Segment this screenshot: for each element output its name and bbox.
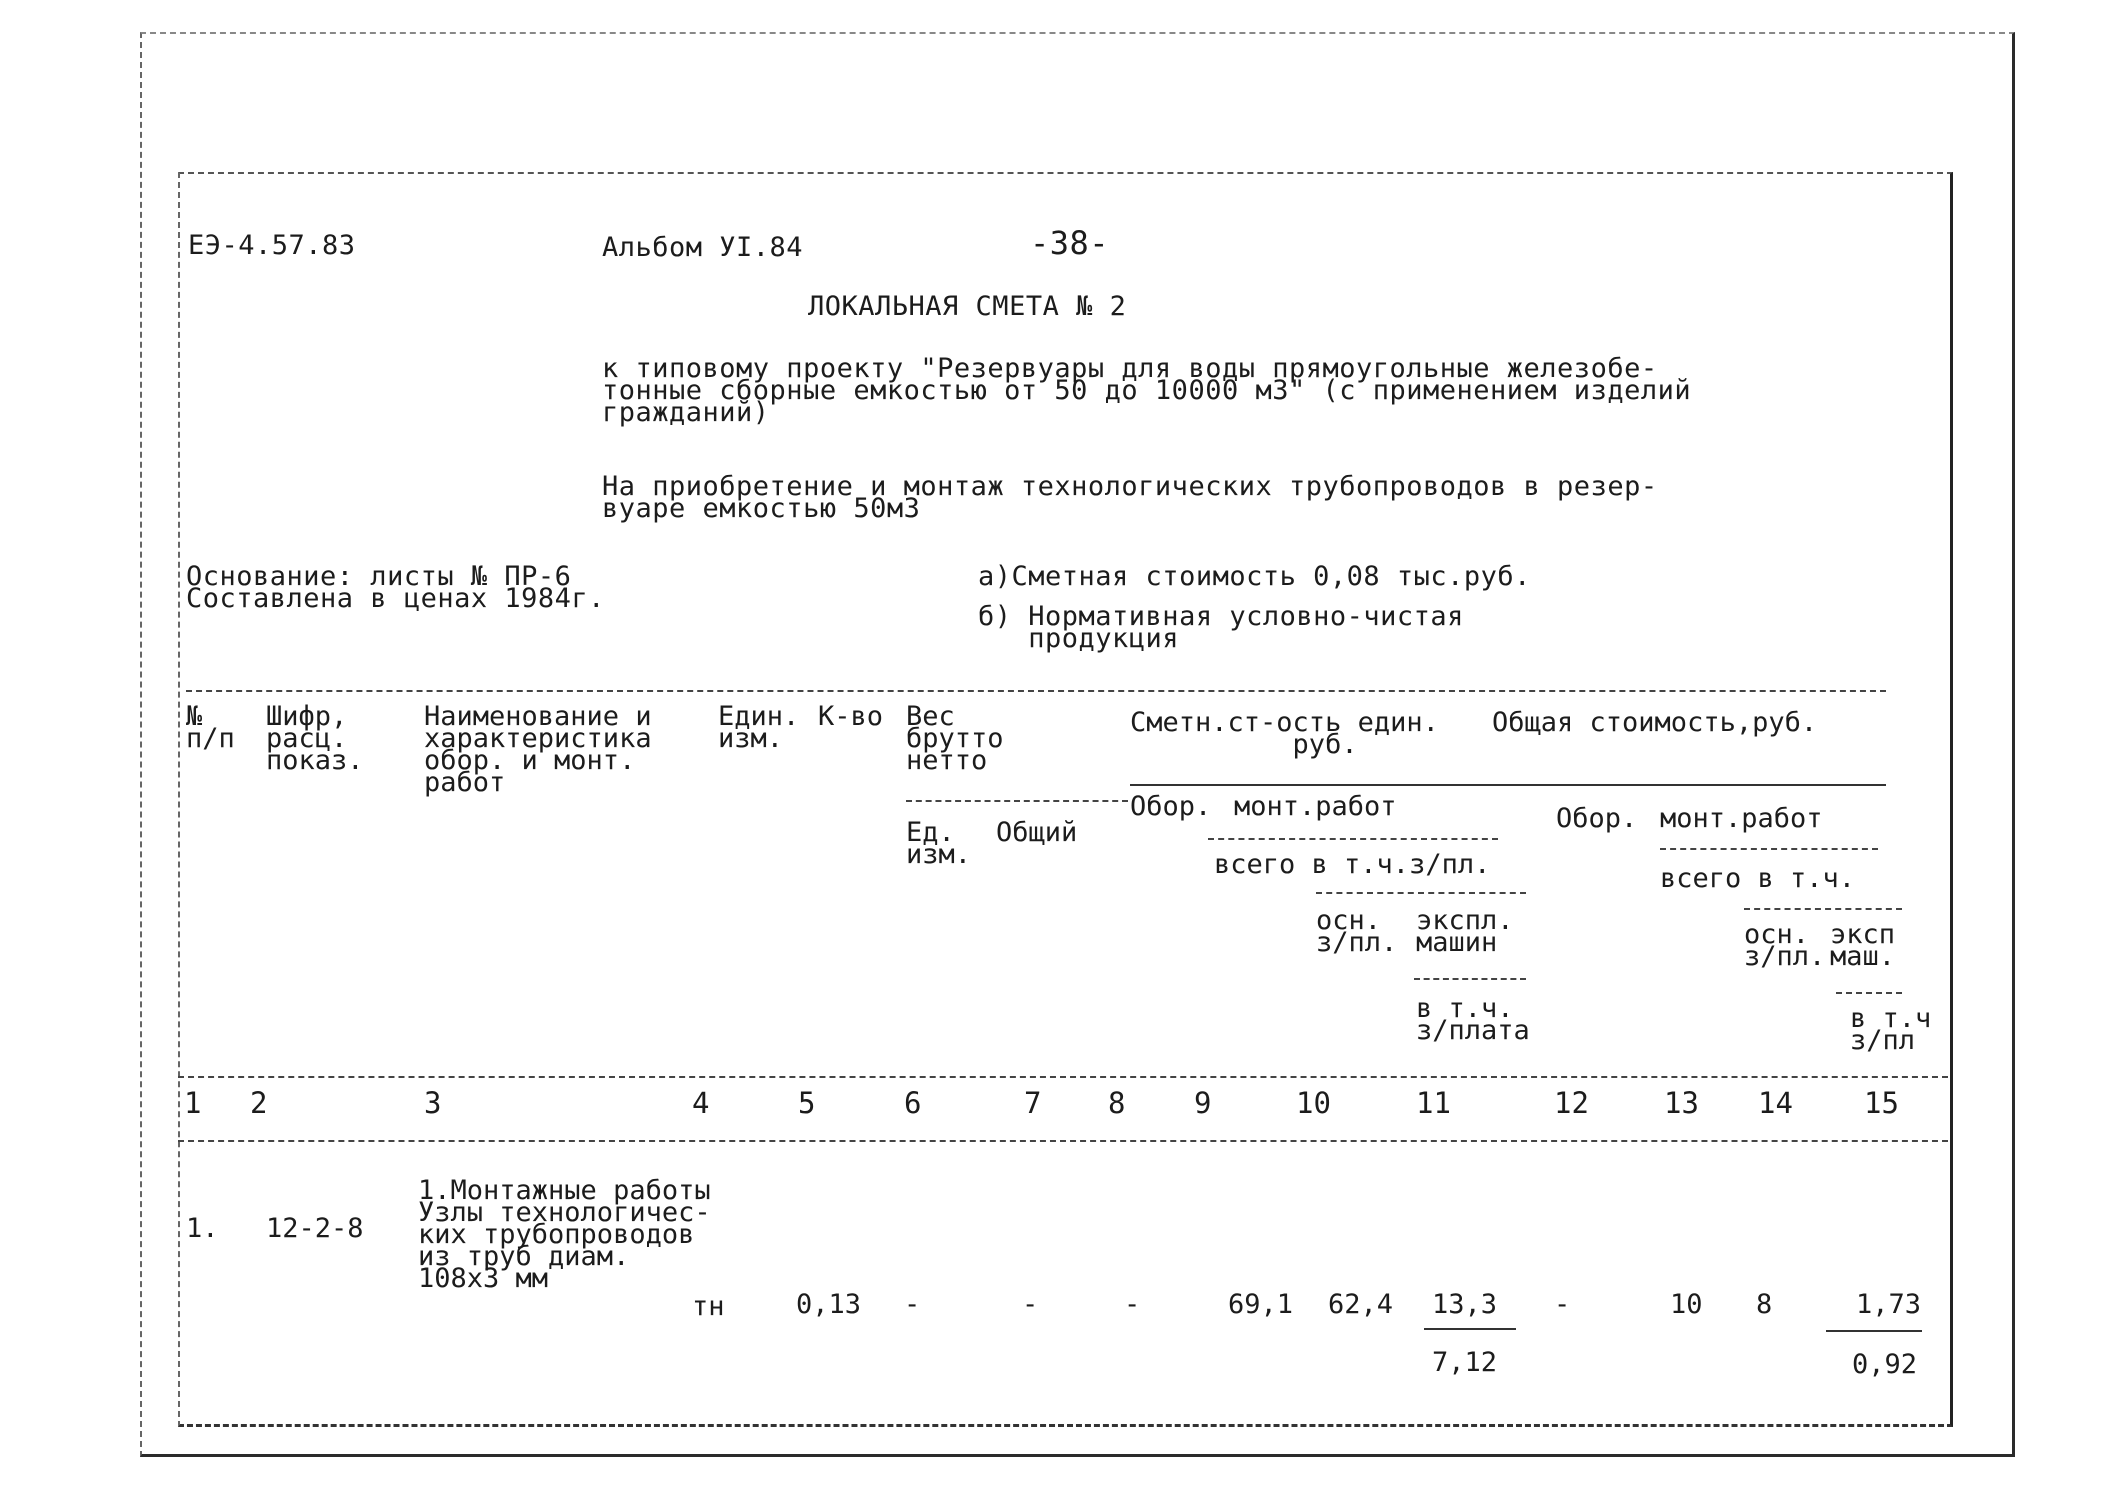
header-weight-total: Общий bbox=[996, 817, 1078, 848]
row-base-wages-total: 8 bbox=[1756, 1289, 1773, 1320]
header-code: Шифр, расц. показ. bbox=[266, 701, 364, 776]
header-bottom-rule bbox=[178, 1076, 1948, 1078]
rule-zpl-right bbox=[1744, 908, 1902, 910]
rule-ekspl-left bbox=[1414, 978, 1526, 980]
estimated-cost: а)Сметная стоимость 0,08 тыс.руб. bbox=[978, 561, 1531, 592]
header-incl-wages-total: в т.ч з/пл bbox=[1850, 1003, 1932, 1056]
row-unit: тн bbox=[692, 1291, 725, 1322]
header-machines-total: эксп маш. bbox=[1830, 919, 1896, 972]
rule-total-group bbox=[1130, 784, 1886, 786]
rule-mont-right bbox=[1660, 848, 1878, 850]
column-number: 3 bbox=[424, 1086, 442, 1120]
column-number: 2 bbox=[250, 1086, 268, 1120]
row-fraction-rule bbox=[1826, 1330, 1922, 1332]
header-weight-unit: Ед. изм. bbox=[906, 817, 972, 870]
column-number: 8 bbox=[1108, 1086, 1126, 1120]
row-fraction-rule bbox=[1424, 1328, 1516, 1330]
header-incl-wages: в т.ч. з/плата bbox=[1416, 993, 1530, 1046]
header-unit-cost-group: Сметн.ст-ость един. руб. bbox=[1130, 707, 1439, 760]
header-col-number: № п/п bbox=[186, 701, 235, 754]
column-number: 12 bbox=[1554, 1086, 1589, 1120]
header-base-wages-total: осн. з/пл. bbox=[1744, 919, 1826, 972]
rule-zpl-left bbox=[1316, 892, 1526, 894]
row-unit-machines-wages: 7,12 bbox=[1432, 1347, 1498, 1378]
row-quantity: 0,13 bbox=[796, 1289, 862, 1320]
table-top-rule bbox=[186, 690, 1886, 692]
header-quantity: К-во bbox=[818, 701, 884, 732]
estimate-title: ЛОКАЛЬНАЯ СМЕТА № 2 bbox=[808, 291, 1127, 322]
row-number: 1. bbox=[186, 1213, 219, 1244]
album-label: Альбом УI.84 bbox=[602, 232, 804, 263]
row-weight-total: - bbox=[1022, 1289, 1039, 1320]
basis-text: Основание: листы № ПР-6 Составлена в ценах 1984г. bbox=[186, 561, 605, 614]
header-machine-operation: экспл. машин bbox=[1416, 905, 1514, 958]
row-unit-total: 69,1 bbox=[1228, 1289, 1294, 1320]
row-installation-total: 10 bbox=[1670, 1289, 1703, 1320]
column-number: 9 bbox=[1194, 1086, 1212, 1120]
header-equipment-unit: Обор. bbox=[1130, 791, 1212, 822]
row-equipment-total: - bbox=[1554, 1289, 1571, 1320]
purpose-description: На приобретение и монтаж технологических трубопроводов в резер- вуаре емкостью 50м3 bbox=[602, 471, 1658, 524]
header-unit: Един. изм. bbox=[718, 701, 800, 754]
row-name: 1.Монтажные работы Узлы технологичес- ких трубопроводов из труб диам. 108х3 мм bbox=[418, 1175, 711, 1294]
document-code: ЕЭ-4.57.83 bbox=[188, 230, 356, 261]
header-name: Наименование и характеристика обор. и монт. работ bbox=[424, 701, 652, 798]
rule-weight-subhead bbox=[906, 800, 1128, 802]
column-number: 14 bbox=[1758, 1086, 1793, 1120]
header-equipment-total: Обор. bbox=[1556, 803, 1638, 834]
rule-mont-left bbox=[1208, 838, 1498, 840]
column-number: 13 bbox=[1664, 1086, 1699, 1120]
header-total-incl-wages: всего в т.ч.з/пл. bbox=[1214, 849, 1491, 880]
column-number: 10 bbox=[1296, 1086, 1331, 1120]
column-number: 11 bbox=[1416, 1086, 1451, 1120]
header-installation-unit: монт.работ bbox=[1234, 791, 1397, 822]
row-unit-base-wages: 62,4 bbox=[1328, 1289, 1394, 1320]
row-col8: - bbox=[1124, 1289, 1141, 1320]
row-unit-machines: 13,3 bbox=[1432, 1289, 1498, 1320]
header-base-wages: осн. з/пл. bbox=[1316, 905, 1398, 958]
header-weight: Вес брутто нетто bbox=[906, 701, 1004, 776]
row-weight-unit: - bbox=[904, 1289, 921, 1320]
normative-product: б) Нормативная условно-чистая продукция bbox=[978, 601, 1464, 654]
rule-eksp-right bbox=[1836, 992, 1902, 994]
column-numbers-rule bbox=[178, 1140, 1948, 1142]
header-total-incl: всего в т.ч. bbox=[1660, 863, 1856, 894]
column-number: 1 bbox=[184, 1086, 202, 1120]
header-installation-total: монт.работ bbox=[1660, 803, 1823, 834]
column-number: 7 bbox=[1024, 1086, 1042, 1120]
column-number: 4 bbox=[692, 1086, 710, 1120]
page-number: -38- bbox=[1030, 224, 1110, 262]
column-number: 5 bbox=[798, 1086, 816, 1120]
project-description: к типовому проекту "Резервуары для воды прямоугольные железобе- тонные сборные емкостью от 50 до 10000 м3" (с применением изделий гражданий) bbox=[602, 353, 1692, 428]
column-number: 6 bbox=[904, 1086, 922, 1120]
row-code: 12-2-8 bbox=[266, 1213, 364, 1244]
header-total-cost-group: Общая стоимость,руб. bbox=[1492, 707, 1818, 738]
row-machines-total: 1,73 bbox=[1856, 1289, 1922, 1320]
column-number: 15 bbox=[1864, 1086, 1899, 1120]
row-machines-wages-total: 0,92 bbox=[1852, 1349, 1918, 1380]
